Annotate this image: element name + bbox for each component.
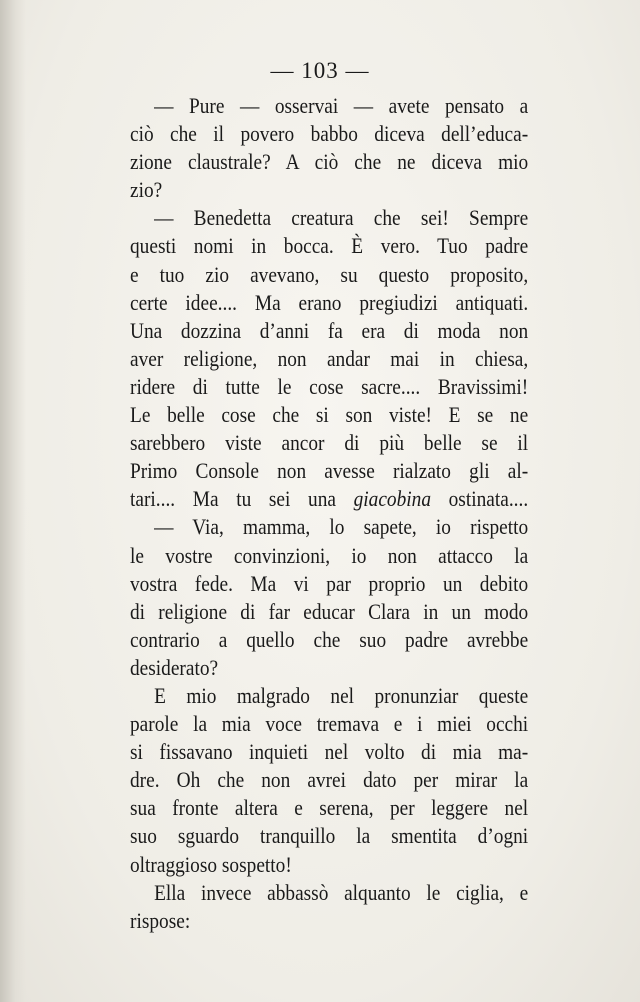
page-number-header: — 103 — — [270, 58, 370, 83]
spine-shadow — [0, 0, 26, 1002]
text-line: parole la mia voce tremava e i miei occhi — [130, 711, 529, 737]
text-line: e tuo zio avevano, su questo proposito, — [130, 261, 529, 287]
text-line: Una dozzina d’anni fa era di moda non — [130, 317, 529, 343]
text-line: questi nomi in bocca. È vero. Tuo padre — [130, 233, 529, 259]
text-line: vostra fede. Ma vi par proprio un debito — [130, 570, 529, 596]
text-line: di religione di far educar Clara in un modo — [130, 598, 529, 624]
text-line: sarebbero viste ancor di più belle se il — [130, 430, 529, 456]
text-line: zione claustrale? A ciò che ne diceva mio — [130, 149, 529, 175]
text-line: contrario a quello che suo padre avrebbe — [130, 626, 529, 652]
text-line: — Via, mamma, lo sapete, io rispetto — [154, 514, 529, 540]
text-line: suo sguardo tranquillo la smentita d’ogni — [130, 823, 529, 849]
text-line: — Benedetta creatura che sei! Sempre — [154, 205, 529, 231]
text-line: Primo Console non avesse rialzato gli al- — [130, 458, 529, 484]
text-segment: tari.... Ma tu sei una — [130, 486, 354, 512]
text-line: certe idee.... Ma erano pregiudizi antiquati. — [130, 289, 529, 315]
text-segment: ostinata.... — [431, 486, 529, 512]
text-line: E mio malgrado nel pronunziar queste — [154, 682, 529, 708]
text-line: zio? — [130, 177, 163, 203]
text-line: rispose: — [130, 907, 191, 933]
text-line: Ella invece abbassò alquanto le ciglia, e — [154, 879, 529, 905]
text-line: ciò che il povero babbo diceva dell’educa- — [130, 121, 529, 147]
text-line: si fissavano inquieti nel volto di mia ma- — [130, 739, 529, 765]
text-line: oltraggioso sospetto! — [130, 851, 292, 877]
text-line: dre. Oh che non avrei dato per mirar la — [130, 767, 529, 793]
text-line — [130, 485, 528, 513]
body-text — [130, 92, 528, 935]
text-line: ridere di tutte le cose sacre.... Bravissimi! — [130, 373, 529, 399]
text-line: le vostre convinzioni, io non attacco la — [130, 542, 529, 568]
text-line: Le belle cose che si son viste! E se ne — [130, 402, 529, 428]
text-line: — Pure — osservai — avete pensato a — [154, 93, 529, 118]
italic-word: giacobina — [353, 486, 431, 512]
text-line: sua fronte altera e serena, per leggere nel — [130, 795, 529, 821]
text-line: desiderato? — [130, 654, 219, 680]
text-line: aver religione, non andar mai in chiesa, — [130, 345, 529, 371]
